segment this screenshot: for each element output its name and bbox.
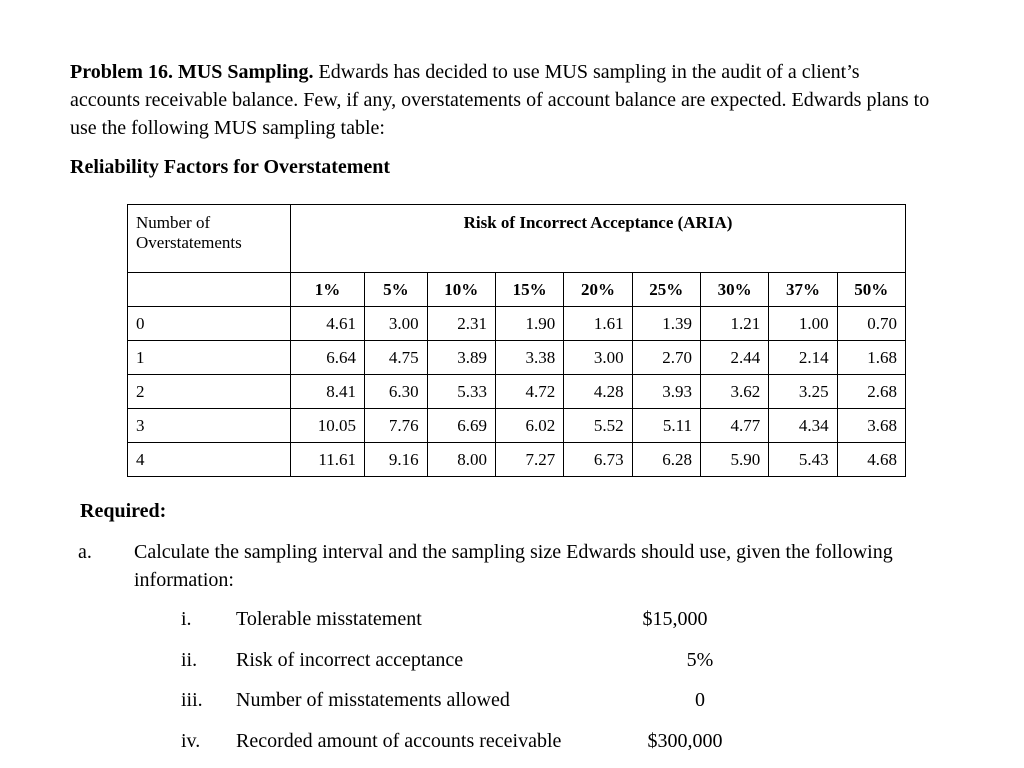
table-cell: 3.62 [700, 375, 768, 409]
row-label: 1 [128, 341, 291, 375]
pct-header-5: 5% [365, 273, 428, 307]
table-cell: 3.25 [769, 375, 837, 409]
table-cell: 6.64 [291, 341, 365, 375]
table-row [128, 307, 906, 341]
table-cell: 4.77 [700, 409, 768, 443]
pct-header-50: 50% [837, 273, 905, 307]
table-cell: 5.11 [632, 409, 700, 443]
table-cell: 5.33 [427, 375, 495, 409]
table-cell: 2.31 [427, 307, 495, 341]
row-label: 3 [128, 409, 291, 443]
problem-intro [70, 58, 930, 142]
table-cell: 2.68 [837, 375, 905, 409]
table-row [128, 375, 906, 409]
table-cell: 6.69 [427, 409, 495, 443]
table-cell: 3.38 [495, 341, 563, 375]
pct-header-1: 1% [291, 273, 365, 307]
pct-header-25: 25% [632, 273, 700, 307]
sub-item-value: $300,000 [647, 730, 723, 752]
table-cell: 1.90 [495, 307, 563, 341]
table-cell: 6.30 [365, 375, 428, 409]
row-label: 0 [128, 307, 291, 341]
pct-header-37: 37% [769, 273, 837, 307]
table-cell: 5.90 [700, 443, 768, 477]
problem-label: Problem 16. MUS Sampling. [70, 61, 314, 83]
problem-text: Edwards has decided to use MUS sampling in the audit of a client’s accounts receivable balance. Few, if any, overstatements of account balance are expected. Edwards plans to use the following MUS sampling table: [70, 61, 930, 139]
table-cell: 6.02 [495, 409, 563, 443]
table-cell: 2.70 [632, 341, 700, 375]
table-cell: 1.21 [700, 307, 768, 341]
table-row [128, 409, 906, 443]
row-header-cell: Number of Overstatements [128, 205, 291, 273]
table-cell: 5.43 [769, 443, 837, 477]
aria-header-cell: Risk of Incorrect Acceptance (ARIA) [291, 205, 906, 273]
table-cell: 3.00 [365, 307, 428, 341]
table-cell: 10.05 [291, 409, 365, 443]
table-title: Reliability Factors for Overstatement [70, 156, 391, 178]
table-cell: 7.27 [495, 443, 563, 477]
item-a-text: Calculate the sampling interval and the sampling size Edwards should use, given the following information: [134, 541, 893, 591]
table-row [128, 341, 906, 375]
table-cell: 2.44 [700, 341, 768, 375]
table-cell: 9.16 [365, 443, 428, 477]
sub-item-numeral: iv. [181, 730, 201, 752]
table-cell: 1.68 [837, 341, 905, 375]
table-cell: 11.61 [291, 443, 365, 477]
table-cell: 3.00 [564, 341, 632, 375]
table-row [128, 443, 906, 477]
table-cell: 6.28 [632, 443, 700, 477]
row-label: 2 [128, 375, 291, 409]
sub-item-numeral: iii. [181, 689, 203, 711]
pct-header-15: 15% [495, 273, 563, 307]
percent-header-row [128, 273, 906, 307]
sub-item-numeral: ii. [181, 649, 198, 671]
table-cell: 3.68 [837, 409, 905, 443]
sub-item-value: 0 [695, 689, 705, 711]
sub-item-label: Risk of incorrect acceptance [236, 649, 464, 671]
table-cell: 1.39 [632, 307, 700, 341]
table-cell: 4.68 [837, 443, 905, 477]
table-cell: 5.52 [564, 409, 632, 443]
table-cell: 3.93 [632, 375, 700, 409]
required-heading: Required: [80, 500, 167, 522]
table-cell: 3.89 [427, 341, 495, 375]
pct-header-10: 10% [427, 273, 495, 307]
table-cell: 4.72 [495, 375, 563, 409]
table-cell: 8.41 [291, 375, 365, 409]
sub-item-label: Recorded amount of accounts receivable [236, 730, 562, 752]
pct-header-30: 30% [700, 273, 768, 307]
table-cell: 8.00 [427, 443, 495, 477]
table-cell: 6.73 [564, 443, 632, 477]
table-cell: 0.70 [837, 307, 905, 341]
item-a-marker: a. [78, 541, 92, 563]
table-cell: 4.34 [769, 409, 837, 443]
row-label: 4 [128, 443, 291, 477]
table-header-row [128, 205, 906, 273]
table-cell: 2.14 [769, 341, 837, 375]
sub-item-value: 5% [686, 649, 714, 671]
table-cell: 4.61 [291, 307, 365, 341]
table-cell: 1.00 [769, 307, 837, 341]
sub-item-label: Tolerable misstatement [236, 608, 422, 630]
sub-item-value: $15,000 [642, 608, 708, 630]
pct-header-20: 20% [564, 273, 632, 307]
reliability-factors-table [127, 204, 906, 477]
table-cell: 4.28 [564, 375, 632, 409]
table-cell: 1.61 [564, 307, 632, 341]
sub-item-numeral: i. [181, 608, 192, 630]
empty-header-cell [128, 273, 291, 307]
sub-item-label: Number of misstatements allowed [236, 689, 510, 711]
table-cell: 4.75 [365, 341, 428, 375]
table-cell: 7.76 [365, 409, 428, 443]
